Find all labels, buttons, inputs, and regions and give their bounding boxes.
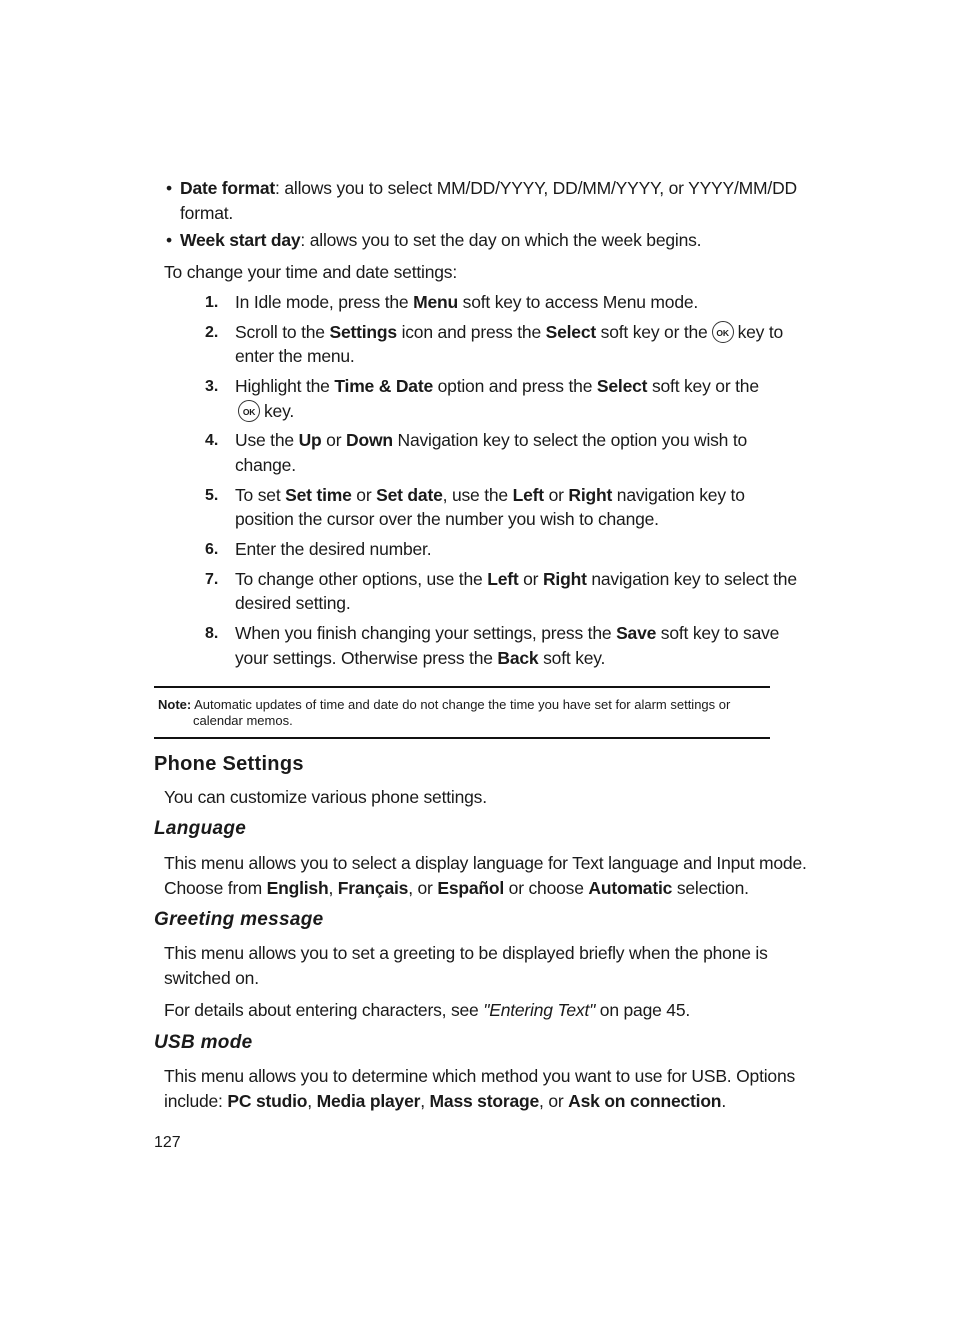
usb-line2 bbox=[164, 1089, 726, 1113]
step-1 bbox=[235, 290, 698, 314]
text: , bbox=[307, 1091, 317, 1111]
step-number: 3. bbox=[205, 378, 219, 395]
greeting-line1: This menu allows you to set a greeting to be displayed briefly when the phone is bbox=[164, 943, 768, 963]
step-5-line2: position the cursor over the number you wish to change. bbox=[235, 509, 659, 529]
step-3 bbox=[235, 374, 759, 398]
bold-term: Right bbox=[542, 569, 587, 589]
text: key. bbox=[264, 401, 294, 421]
text: navigation key to select the bbox=[586, 569, 797, 589]
step-number: 1. bbox=[205, 294, 219, 311]
bold-term: Down bbox=[346, 430, 393, 450]
intro-text: To change your time and date settings: bbox=[164, 262, 458, 282]
text: or bbox=[321, 430, 347, 450]
text: selection. bbox=[672, 878, 749, 898]
step-8-line2 bbox=[235, 646, 605, 670]
note-top-rule bbox=[154, 686, 770, 688]
text: Highlight the bbox=[235, 376, 335, 396]
text: . bbox=[721, 1091, 726, 1111]
text: soft key to save bbox=[656, 623, 780, 643]
note-bottom-rule bbox=[154, 737, 770, 739]
text: Use the bbox=[235, 430, 299, 450]
step-2 bbox=[235, 320, 783, 344]
bullet-date-format bbox=[180, 176, 797, 200]
bold-term: Left bbox=[512, 485, 544, 505]
text: , bbox=[420, 1091, 430, 1111]
text: key to bbox=[737, 322, 784, 342]
text: or bbox=[543, 485, 569, 505]
greeting-reference bbox=[164, 998, 690, 1022]
step-number: 7. bbox=[205, 571, 219, 588]
phone-settings-intro: You can customize various phone settings. bbox=[164, 787, 487, 807]
text: When you finish changing your settings, press the bbox=[235, 623, 617, 643]
bold-term: Select bbox=[596, 376, 648, 396]
text: To change other options, use the bbox=[235, 569, 488, 589]
language-line1: This menu allows you to select a display language for Text language and Input mode. bbox=[164, 853, 807, 873]
bullet-term: Week start day bbox=[180, 230, 301, 250]
bold-term: Ask on connection bbox=[568, 1091, 722, 1111]
bullet-term: Date format bbox=[180, 178, 276, 198]
text: , bbox=[328, 878, 338, 898]
bold-term: Save bbox=[616, 623, 657, 643]
text: soft key or the bbox=[647, 376, 759, 396]
greeting-line2: switched on. bbox=[164, 968, 259, 988]
bullet-date-format-line2: format. bbox=[180, 203, 234, 223]
text: on page 45. bbox=[595, 1000, 691, 1020]
text: Navigation key to select the option you wish to bbox=[392, 430, 748, 450]
text: For details about entering characters, see bbox=[164, 1000, 484, 1020]
text: soft key. bbox=[538, 648, 606, 668]
text: In Idle mode, press the bbox=[235, 292, 414, 312]
text: your settings. Otherwise press the bbox=[235, 648, 498, 668]
note-label: Note: bbox=[158, 697, 192, 712]
text: To set bbox=[235, 485, 286, 505]
bold-term: Media player bbox=[316, 1091, 421, 1111]
bold-term: Set time bbox=[285, 485, 352, 505]
bullet-dot: • bbox=[166, 178, 173, 198]
text: Choose from bbox=[164, 878, 267, 898]
text: navigation key to bbox=[612, 485, 745, 505]
bold-term: Français bbox=[337, 878, 409, 898]
heading-language: Language bbox=[154, 818, 247, 839]
heading-greeting-message: Greeting message bbox=[154, 909, 324, 930]
page-number: 127 bbox=[154, 1134, 181, 1151]
heading-phone-settings: Phone Settings bbox=[154, 753, 304, 775]
step-7-line2: desired setting. bbox=[235, 593, 351, 613]
bold-term: English bbox=[266, 878, 329, 898]
text: Scroll to the bbox=[235, 322, 330, 342]
language-line2 bbox=[164, 876, 749, 900]
bullet-text: : allows you to set the day on which the week begins. bbox=[300, 230, 702, 250]
bold-term: Select bbox=[545, 322, 597, 342]
text: or bbox=[351, 485, 377, 505]
step-number: 8. bbox=[205, 625, 219, 642]
bold-term: Automatic bbox=[588, 878, 673, 898]
ok-key-icon: OK bbox=[712, 321, 734, 343]
step-number: 5. bbox=[205, 487, 219, 504]
bullet-week-start bbox=[180, 228, 701, 252]
text: icon and press the bbox=[396, 322, 546, 342]
step-2-line2: enter the menu. bbox=[235, 346, 355, 366]
bold-term: Mass storage bbox=[429, 1091, 539, 1111]
text: option and press the bbox=[432, 376, 597, 396]
bold-term: Back bbox=[497, 648, 539, 668]
bold-term: Español bbox=[437, 878, 505, 898]
note-line2: calendar memos. bbox=[193, 713, 293, 728]
text: or bbox=[518, 569, 543, 589]
bold-term: Menu bbox=[413, 292, 458, 312]
usb-line1: This menu allows you to determine which method you want to use for USB. Options bbox=[164, 1066, 796, 1086]
step-3-line2 bbox=[233, 399, 294, 423]
text: , use the bbox=[442, 485, 513, 505]
note-text: Automatic updates of time and date do not change the time you have set for alarm settings or bbox=[194, 697, 731, 712]
step-number: 6. bbox=[205, 541, 219, 558]
heading-usb-mode: USB mode bbox=[154, 1032, 253, 1053]
step-8 bbox=[235, 621, 779, 645]
text: , or bbox=[539, 1091, 569, 1111]
bold-term: Time & Date bbox=[334, 376, 433, 396]
bullet-dot: • bbox=[166, 230, 173, 250]
bold-term: Settings bbox=[329, 322, 397, 342]
step-4-line2: change. bbox=[235, 455, 296, 475]
step-7 bbox=[235, 567, 797, 591]
bold-term: PC studio bbox=[227, 1091, 308, 1111]
bold-term: Right bbox=[568, 485, 613, 505]
text: soft key or the bbox=[596, 322, 708, 342]
step-5 bbox=[235, 483, 745, 507]
text: include: bbox=[164, 1091, 228, 1111]
text: , or bbox=[408, 878, 438, 898]
bullet-text: : allows you to select MM/DD/YYYY, DD/MM/YYYY, or YYYY/MM/DD bbox=[275, 178, 797, 198]
text: soft key to access Menu mode. bbox=[457, 292, 699, 312]
text: or choose bbox=[504, 878, 589, 898]
step-6: Enter the desired number. bbox=[235, 539, 432, 559]
step-4 bbox=[235, 428, 747, 452]
bold-term: Up bbox=[298, 430, 322, 450]
bold-term: Set date bbox=[376, 485, 443, 505]
ok-key-icon: OK bbox=[238, 400, 260, 422]
note-line1 bbox=[158, 697, 730, 713]
step-number: 2. bbox=[205, 324, 219, 341]
step-number: 4. bbox=[205, 432, 219, 449]
cross-reference-link[interactable]: "Entering Text" bbox=[483, 1000, 596, 1020]
bold-term: Left bbox=[487, 569, 519, 589]
